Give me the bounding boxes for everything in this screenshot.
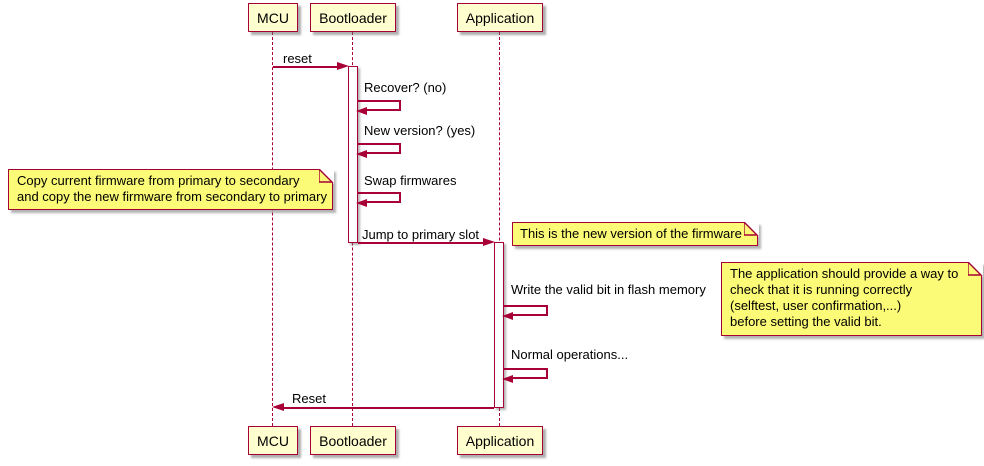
message-label-new-version: New version? (yes): [364, 123, 476, 138]
arrow-line: [366, 201, 401, 203]
arrow-line: [357, 100, 401, 102]
arrow-jump: [358, 238, 494, 247]
arrow-line: [273, 66, 339, 68]
arrowhead-icon: [356, 107, 367, 115]
note-line: Copy current firmware from primary to secondary: [17, 173, 300, 188]
participant-label: Application: [465, 9, 535, 26]
self-message-swap: [357, 192, 401, 203]
message-label-reset-back: Reset: [292, 391, 326, 406]
arrow-line: [357, 143, 401, 145]
arrowhead-icon: [502, 312, 513, 320]
arrow-line: [357, 192, 401, 194]
arrow-line: [512, 377, 548, 379]
self-message-write-valid: [503, 305, 548, 316]
participant-bootloader-bottom: [310, 426, 396, 455]
arrowhead-icon: [272, 403, 284, 411]
participant-label: MCU: [257, 432, 289, 449]
participant-label: MCU: [257, 9, 289, 26]
participant-mcu-top: [248, 3, 298, 32]
self-message-normal-ops: [503, 368, 548, 379]
arrowhead-icon: [356, 150, 367, 158]
arrow-line: [282, 407, 494, 409]
arrow-line: [358, 242, 485, 244]
note-line: and copy the new firmware from secondary to primary: [17, 189, 327, 204]
message-label-recover: Recover? (no): [364, 80, 447, 95]
note-line: check that it is running correctly: [730, 282, 913, 297]
message-label-jump: Jump to primary slot: [362, 227, 480, 242]
note-fold-icon: [319, 169, 334, 184]
participant-mcu-bottom: [248, 426, 298, 455]
message-label-normal-ops: Normal operations...: [511, 347, 629, 362]
participant-bootloader-top: [310, 3, 396, 32]
note-new-firmware: [512, 222, 758, 246]
arrow-line: [503, 305, 548, 307]
arrowhead-icon: [356, 199, 367, 207]
lifeline-mcu: [272, 32, 273, 426]
arrow-reset: [273, 62, 348, 71]
note-line: before setting the valid bit.: [730, 314, 882, 329]
message-label-reset: reset: [283, 51, 312, 66]
participant-application-bottom: [457, 426, 543, 455]
self-message-new-version: [357, 143, 401, 154]
arrow-line: [366, 152, 401, 154]
participant-label: Application: [465, 432, 535, 449]
activation-application: [494, 242, 504, 408]
note-fold-icon: [744, 222, 759, 237]
arrowhead-icon: [502, 375, 513, 383]
self-message-recover: [357, 100, 401, 111]
arrowhead-icon: [337, 62, 349, 70]
note-fold-icon: [968, 262, 983, 277]
arrow-line: [366, 109, 401, 111]
arrow-line: [503, 368, 548, 370]
note-line: (selftest, user confirmation,...): [730, 298, 902, 313]
note-selftest: [721, 262, 982, 336]
arrow-reset-back: [273, 403, 494, 412]
participant-application-top: [457, 3, 543, 32]
arrowhead-icon: [483, 238, 495, 246]
participant-label: Bootloader: [319, 9, 387, 26]
note-line: The application should provide a way to: [730, 266, 959, 281]
message-label-write-valid: Write the valid bit in flash memory: [511, 282, 706, 297]
note-copy-firmware: [8, 169, 333, 210]
message-label-swap: Swap firmwares: [364, 173, 457, 188]
arrow-line: [512, 314, 548, 316]
note-line: This is the new version of the firmware: [520, 226, 742, 241]
participant-label: Bootloader: [319, 432, 387, 449]
